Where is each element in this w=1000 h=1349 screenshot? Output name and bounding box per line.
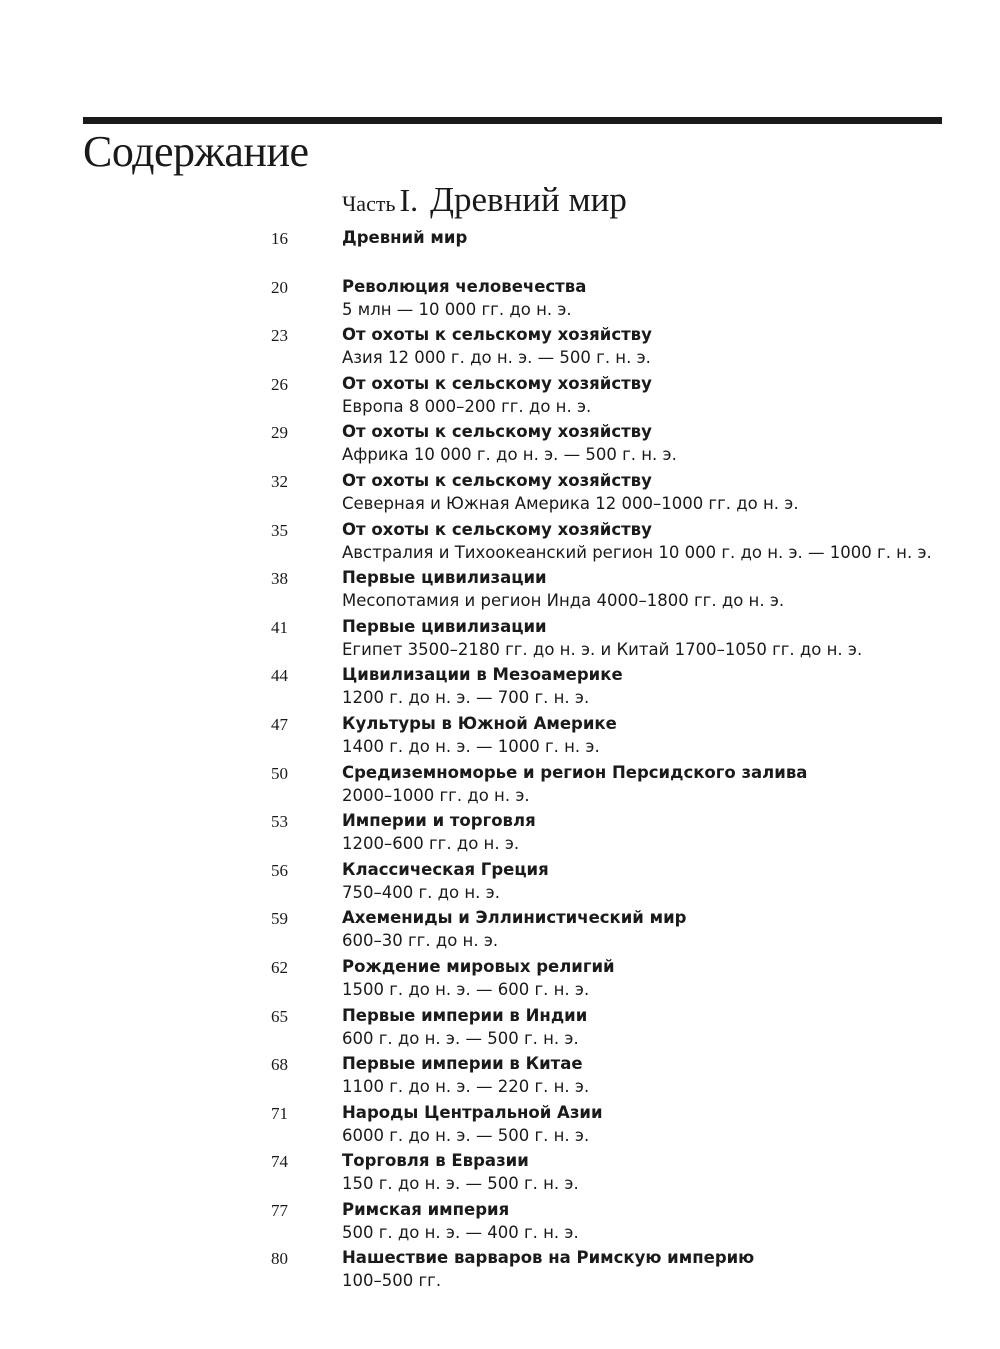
toc-entry[interactable] — [0, 420, 1000, 469]
toc-entry-subtitle: Африка 10 000 г. до н. э. — 500 г. н. э. — [342, 445, 677, 465]
toc-entry[interactable] — [0, 275, 1000, 324]
toc-entry[interactable] — [0, 712, 1000, 761]
toc-entry-title: Первые цивилизации — [342, 568, 547, 588]
toc-page-number: 41 — [271, 617, 288, 637]
toc-page-number: 68 — [271, 1055, 288, 1075]
toc-entry-subtitle: Месопотамия и регион Инда 4000–1800 гг. до н. э. — [342, 591, 785, 611]
top-rule — [83, 117, 942, 124]
toc-entry-subtitle: 1200–600 гг. до н. э. — [342, 834, 520, 854]
toc-page-number: 50 — [271, 763, 288, 783]
toc-entry[interactable] — [0, 809, 1000, 858]
toc-entry[interactable] — [0, 469, 1000, 518]
toc-entry[interactable] — [0, 1004, 1000, 1053]
toc-entry[interactable] — [0, 226, 1000, 275]
toc-entry[interactable] — [0, 615, 1000, 664]
toc-entry-title: Древний мир — [342, 228, 468, 247]
toc-page-number: 71 — [271, 1103, 288, 1123]
toc-entry-subtitle: 1200 г. до н. э. — 700 г. н. э. — [342, 688, 590, 708]
toc-entry-subtitle: 600 г. до н. э. — 500 г. н. э. — [342, 1028, 579, 1048]
toc-entry-subtitle: 750–400 г. до н. э. — [342, 882, 500, 902]
toc-page-number: 74 — [271, 1152, 288, 1172]
toc-entry[interactable] — [0, 1101, 1000, 1150]
toc-page-number: 62 — [271, 957, 288, 977]
toc-page-number: 59 — [271, 909, 288, 929]
toc-entry-subtitle: Азия 12 000 г. до н. э. — 500 г. н. э. — [342, 348, 651, 368]
toc-entry[interactable] — [0, 566, 1000, 615]
toc-entry-title: От охоты к сельскому хозяйству — [342, 422, 652, 442]
toc-entry-title: Классическая Греция — [342, 859, 549, 879]
toc-list — [0, 226, 1000, 1295]
toc-page-number: 16 — [271, 229, 288, 248]
toc-page-number: 32 — [271, 471, 288, 491]
toc-entry-title: Римская империя — [342, 1199, 510, 1219]
toc-page-number: 44 — [271, 666, 288, 686]
toc-entry-title: Рождение мировых религий — [342, 956, 615, 976]
toc-entry-title: От охоты к сельскому хозяйству — [342, 519, 652, 539]
toc-entry-title: Первые империи в Индии — [342, 1005, 588, 1025]
toc-entry-subtitle: 500 г. до н. э. — 400 г. н. э. — [342, 1222, 579, 1242]
toc-page-number: 20 — [271, 277, 288, 297]
toc-entry[interactable] — [0, 906, 1000, 955]
toc-entry-title: Народы Центральной Азии — [342, 1102, 603, 1122]
toc-entry-subtitle: 2000–1000 гг. до н. э. — [342, 785, 530, 805]
toc-page-number: 29 — [271, 423, 288, 443]
toc-entry-subtitle: 1100 г. до н. э. — 220 г. н. э. — [342, 1077, 590, 1097]
toc-entry[interactable] — [0, 663, 1000, 712]
part-heading — [342, 180, 627, 220]
toc-page-number: 26 — [271, 374, 288, 394]
toc-page-number: 65 — [271, 1006, 288, 1026]
toc-entry-title: Культуры в Южной Америке — [342, 713, 617, 733]
toc-entry-subtitle: 100–500 гг. — [342, 1271, 442, 1291]
page-title: Содержание — [83, 127, 309, 176]
toc-entry[interactable] — [0, 1198, 1000, 1247]
toc-entry[interactable] — [0, 1246, 1000, 1295]
toc-entry-title: Торговля в Евразии — [342, 1151, 529, 1171]
toc-entry-title: Цивилизации в Мезоамерике — [342, 665, 623, 685]
toc-entry-subtitle: Европа 8 000–200 гг. до н. э. — [342, 396, 592, 416]
toc-entry[interactable] — [0, 518, 1000, 567]
toc-entry-subtitle: 6000 г. до н. э. — 500 г. н. э. — [342, 1125, 590, 1145]
toc-entry-title: От охоты к сельскому хозяйству — [342, 470, 652, 490]
toc-entry-subtitle: 150 г. до н. э. — 500 г. н. э. — [342, 1174, 579, 1194]
toc-entry[interactable] — [0, 955, 1000, 1004]
toc-entry[interactable] — [0, 1052, 1000, 1101]
toc-entry-subtitle: 1400 г. до н. э. — 1000 г. н. э. — [342, 736, 600, 756]
toc-page-number: 77 — [271, 1200, 288, 1220]
toc-entry-title: Нашествие варваров на Римскую империю — [342, 1248, 755, 1268]
toc-page-number: 56 — [271, 860, 288, 880]
part-title: Древний мир — [430, 180, 627, 219]
toc-entry-subtitle: 1500 г. до н. э. — 600 г. н. э. — [342, 979, 590, 999]
toc-page-number: 35 — [271, 520, 288, 540]
toc-page-number: 80 — [271, 1249, 288, 1269]
toc-entry[interactable] — [0, 1149, 1000, 1198]
toc-entry-title: Ахемениды и Эллинистический мир — [342, 908, 687, 928]
toc-entry-title: Империи и торговля — [342, 811, 536, 831]
toc-page-number: 23 — [271, 326, 288, 346]
toc-entry[interactable] — [0, 761, 1000, 810]
toc-entry-subtitle: Египет 3500–2180 гг. до н. э. и Китай 1700–1050 гг. до н. э. — [342, 639, 863, 659]
toc-entry-subtitle: Северная и Южная Америка 12 000–1000 гг. до н. э. — [342, 493, 799, 513]
toc-entry-title: От охоты к сельскому хозяйству — [342, 373, 652, 393]
toc-page-number: 53 — [271, 812, 288, 832]
toc-entry[interactable] — [0, 858, 1000, 907]
toc-entry-title: Первые цивилизации — [342, 616, 547, 636]
toc-entry-title: Революция человечества — [342, 276, 587, 296]
toc-page-number: 47 — [271, 714, 288, 734]
part-label: Часть — [342, 191, 396, 216]
toc-entry-subtitle: 600–30 гг. до н. э. — [342, 931, 499, 951]
part-numeral: I. — [399, 182, 419, 218]
toc-entry-subtitle: Австралия и Тихоокеанский регион 10 000 г. до н. э. — 1000 г. н. э. — [342, 542, 932, 562]
toc-entry-subtitle: 5 млн — 10 000 гг. до н. э. — [342, 299, 572, 319]
toc-entry-title: Первые империи в Китае — [342, 1054, 583, 1074]
toc-page-number: 38 — [271, 569, 288, 589]
toc-entry-title: Средиземноморье и регион Персидского залива — [342, 762, 808, 782]
toc-entry-title: От охоты к сельскому хозяйству — [342, 325, 652, 345]
toc-entry[interactable] — [0, 323, 1000, 372]
toc-entry[interactable] — [0, 372, 1000, 421]
